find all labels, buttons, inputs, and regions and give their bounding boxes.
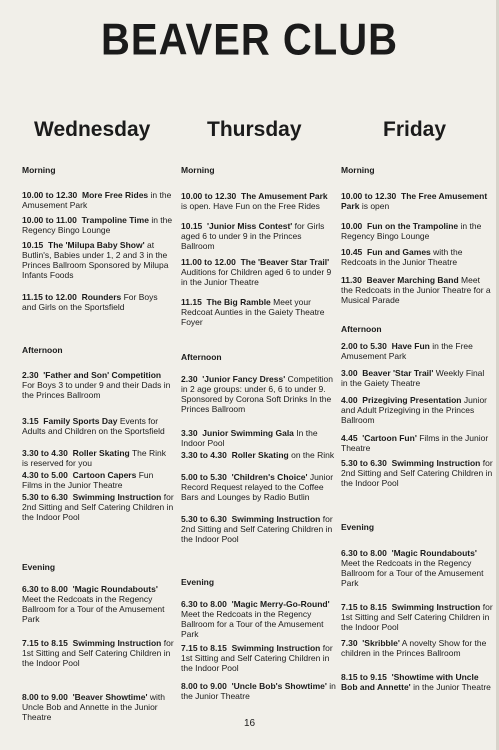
event-time: 3.30 — [181, 428, 198, 438]
event-entry — [181, 514, 336, 544]
event-entry — [22, 240, 174, 280]
event-entry — [181, 374, 336, 414]
event-title: 'Magic Merry-Go-Round' — [231, 599, 330, 609]
section-label: Evening — [181, 577, 215, 587]
event-entry — [341, 395, 493, 425]
event-title: 'Uncle Bob's Showtime' — [231, 681, 327, 691]
event-description: In the Indoor Pool — [181, 428, 318, 448]
section-label: Afternoon — [181, 352, 222, 362]
event-title: Trampoline Time — [81, 215, 149, 225]
event-title: 'Junior Miss Contest' — [207, 221, 293, 231]
event-time: 7.15 to 8.15 — [341, 602, 387, 612]
event-description: Competition in 2 age groups: under 6, 6 to under 9. Sponsored by Corona Soft Drinks In the Princes Ballroom — [181, 374, 333, 414]
event-time: 11.30 — [341, 275, 362, 285]
event-title: Swimming Instruction — [231, 514, 321, 524]
event-description: For Boys and Girls on the Sportsfield — [22, 292, 158, 312]
event-time: 5.30 to 6.30 — [341, 458, 387, 468]
event-title: Family Sports Day — [43, 416, 118, 426]
section-label: Evening — [341, 522, 375, 532]
event-title: Swimming Instruction — [391, 458, 481, 468]
event-time: 10.00 to 12.30 — [181, 191, 237, 201]
event-title: Swimming Instruction — [391, 602, 481, 612]
section-label: Morning — [341, 165, 375, 175]
event-title: The 'Milupa Baby Show' — [48, 240, 145, 250]
event-entry — [181, 257, 336, 287]
event-description: The Rink is reserved for you — [22, 448, 166, 468]
event-description: is open. Have Fun on the Free Rides — [181, 201, 320, 211]
event-time: 4.30 to 5.00 — [22, 470, 68, 480]
event-time: 6.30 to 8.00 — [181, 599, 227, 609]
event-time: 10.00 to 11.00 — [22, 215, 77, 225]
event-title: Swimming Instruction — [72, 492, 162, 502]
event-title: 'Magic Roundabouts' — [391, 548, 477, 558]
event-time: 10.45 — [341, 247, 363, 257]
event-description: with the Redcoats in the Junior Theatre — [341, 247, 463, 267]
event-description: in the Regency Bingo Lounge — [22, 215, 173, 235]
event-description: on the Rink — [291, 450, 335, 460]
event-description: with Uncle Bob and Annette in the Junior Theatre — [22, 692, 165, 722]
event-entry — [22, 292, 174, 312]
event-title: 'Skribble' — [362, 638, 400, 648]
event-time: 3.30 to 4.30 — [181, 450, 227, 460]
event-title: Beaver Marching Band — [366, 275, 459, 285]
event-description: Junior Record Request relayed to the Coffee Bars and Lounges by Radio Butlin — [181, 472, 334, 502]
page-title: BEAVER CLUB — [101, 15, 398, 65]
event-time: 7.30 — [341, 638, 358, 648]
event-description: Meet the Redcoats in the Junior Theatre for a Musical Parade — [341, 275, 491, 305]
event-time: 10.00 to 12.30 — [341, 191, 397, 201]
event-description: Meet the Redcoats in the Regency Ballroom for a Tour of the Amusement Park — [22, 594, 165, 624]
event-entry — [181, 599, 336, 639]
event-title: Cartoon Capers — [72, 470, 137, 480]
event-entry — [22, 584, 174, 624]
event-time: 4.45 — [341, 433, 358, 443]
event-title: Prizegiving Presentation — [362, 395, 462, 405]
event-time: 4.00 — [341, 395, 358, 405]
event-time: 2.00 to 5.30 — [341, 341, 387, 351]
event-time: 7.15 to 8.15 — [181, 643, 227, 653]
event-entry — [22, 492, 174, 522]
event-title: The Big Ramble — [206, 297, 271, 307]
event-time: 10.15 — [22, 240, 44, 250]
event-description: is open — [361, 201, 390, 211]
event-description: Weekly Final in the Gaiety Theatre — [341, 368, 485, 388]
event-description: For Boys 3 to under 9 and their Dads in the Princes Ballroom — [22, 380, 171, 400]
event-description: for 1st Sitting and Self Catering Children in the Indoor Pool — [341, 602, 493, 632]
event-time: 10.15 — [181, 221, 203, 231]
day-heading-friday: Friday — [383, 118, 447, 141]
event-time: 10.00 — [341, 221, 363, 231]
event-time: 2.30 — [22, 370, 39, 380]
event-description: Auditions for Children aged 6 to under 9 in the Junior Theatre — [181, 267, 332, 287]
event-description: at Butlin's, Babies under 1, 2 and 3 in the Princes Ballroom Sponsored by Milupa Infants Foods — [22, 240, 169, 280]
day-heading-thursday: Thursday — [207, 118, 302, 141]
event-entry — [181, 191, 336, 211]
event-entry — [341, 602, 493, 632]
event-title: Beaver 'Star Trail' — [362, 368, 434, 378]
event-entry — [341, 221, 493, 241]
event-description: in the Amusement Park — [22, 190, 172, 210]
event-description: in the Junior Theatre — [413, 682, 491, 692]
event-description: Events for Adults and Children on the Sportsfield — [22, 416, 165, 436]
event-time: 8.00 to 9.00 — [181, 681, 227, 691]
event-time: 10.00 to 12.30 — [22, 190, 78, 200]
event-description: Meet the Redcoats in the Regency Ballroom for a Tour of the Amusement Park — [341, 558, 484, 588]
event-entry — [181, 428, 336, 448]
event-entry — [181, 681, 336, 701]
event-description: in the Junior Theatre — [181, 681, 336, 701]
event-time: 3.15 — [22, 416, 39, 426]
event-time: 6.30 to 8.00 — [341, 548, 387, 558]
event-entry — [341, 275, 493, 305]
event-description: for 1st Sitting and Self Catering Children in the Indoor Pool — [181, 643, 333, 673]
event-description: A novelty Show for the children in the Princes Ballroom — [341, 638, 487, 658]
day-heading-wednesday: Wednesday — [34, 118, 151, 141]
event-title: The Amusement Park — [241, 191, 328, 201]
event-title: 'Junior Fancy Dress' — [202, 374, 286, 384]
event-time: 5.00 to 5.30 — [181, 472, 227, 482]
event-entry — [181, 472, 336, 502]
event-time: 5.30 to 6.30 — [181, 514, 227, 524]
event-entry — [181, 297, 336, 327]
event-title: Have Fun — [391, 341, 430, 351]
event-title: Swimming Instruction — [231, 643, 321, 653]
event-title: 'Children's Choice' — [231, 472, 308, 482]
event-time: 8.00 to 9.00 — [22, 692, 68, 702]
event-entry — [22, 190, 174, 210]
event-title: Rounders — [81, 292, 122, 302]
event-title: 'Showtime with Uncle Bob and Annette' — [341, 672, 479, 692]
event-description: Junior and Adult Prizegiving in the Princes Ballroom — [341, 395, 488, 425]
event-time: 11.15 — [181, 297, 202, 307]
event-entry — [341, 368, 493, 388]
page-number: 16 — [243, 718, 256, 729]
event-description: for 1st Sitting and Self Catering Children in the Indoor Pool — [22, 638, 174, 668]
event-description: in the Free Amusement Park — [341, 341, 473, 361]
event-description: Films in the Junior Theatre — [341, 433, 489, 453]
event-title: Fun on the Trampoline — [367, 221, 459, 231]
event-description: in the Regency Bingo Lounge — [341, 221, 482, 241]
event-title: More Free Rides — [82, 190, 149, 200]
event-entry — [22, 470, 174, 490]
section-label: Morning — [22, 165, 56, 175]
event-title: Fun and Games — [367, 247, 431, 257]
event-entry — [341, 341, 493, 361]
event-description: for 2nd Sitting and Self Catering Children in the Indoor Pool — [341, 458, 493, 488]
event-title: Swimming Instruction — [72, 638, 162, 648]
section-label: Afternoon — [341, 324, 382, 334]
event-entry — [181, 643, 336, 673]
event-title: 'Beaver Showtime' — [72, 692, 148, 702]
event-description: for 2nd Sitting and Self Catering Children in the Indoor Pool — [22, 492, 174, 522]
event-title: Roller Skating — [231, 450, 289, 460]
event-description: Meet your Redcoat Aunties in the Gaiety Theatre Foyer — [181, 297, 325, 327]
event-entry — [22, 416, 174, 436]
event-entry — [22, 370, 174, 400]
section-label: Evening — [22, 562, 56, 572]
event-entry — [341, 247, 493, 267]
event-entry — [22, 448, 174, 468]
section-label: Morning — [181, 165, 215, 175]
event-title: The Free Amusement Park — [341, 191, 488, 211]
event-time: 2.30 — [181, 374, 198, 384]
event-time: 8.15 to 9.15 — [341, 672, 387, 682]
event-time: 6.30 to 8.00 — [22, 584, 68, 594]
event-title: 'Father and Son' Competition — [43, 370, 162, 380]
event-entry — [22, 638, 174, 668]
event-entry — [341, 638, 493, 658]
event-entry — [341, 458, 493, 488]
event-description: for Girls aged 6 to under 9 in the Princes Ballroom — [181, 221, 325, 251]
event-description: for 2nd Sitting and Self Catering Children in the Indoor Pool — [181, 514, 333, 544]
event-title: Junior Swimming Gala — [202, 428, 294, 438]
event-entry — [181, 450, 336, 460]
event-time: 11.00 to 12.00 — [181, 257, 236, 267]
event-entry — [341, 191, 493, 211]
event-title: Roller Skating — [72, 448, 130, 458]
event-time: 7.15 to 8.15 — [22, 638, 68, 648]
section-label: Afternoon — [22, 345, 63, 355]
event-entry — [341, 672, 493, 692]
event-entry — [341, 548, 493, 588]
event-time: 11.15 to 12.00 — [22, 292, 77, 302]
event-entry — [341, 433, 493, 453]
event-time: 3.00 — [341, 368, 358, 378]
event-title: 'Cartoon Fun' — [362, 433, 417, 443]
event-time: 5.30 to 6.30 — [22, 492, 68, 502]
event-description: Meet the Redcoats in the Regency Ballroom for a Tour of the Amusement Park — [181, 609, 324, 639]
event-entry — [181, 221, 336, 251]
event-time: 3.30 to 4.30 — [22, 448, 68, 458]
event-title: The 'Beaver Star Trail' — [240, 257, 330, 267]
event-title: 'Magic Roundabouts' — [72, 584, 158, 594]
event-entry — [22, 215, 174, 235]
event-description: Fun Films in the Junior Theatre — [22, 470, 154, 490]
